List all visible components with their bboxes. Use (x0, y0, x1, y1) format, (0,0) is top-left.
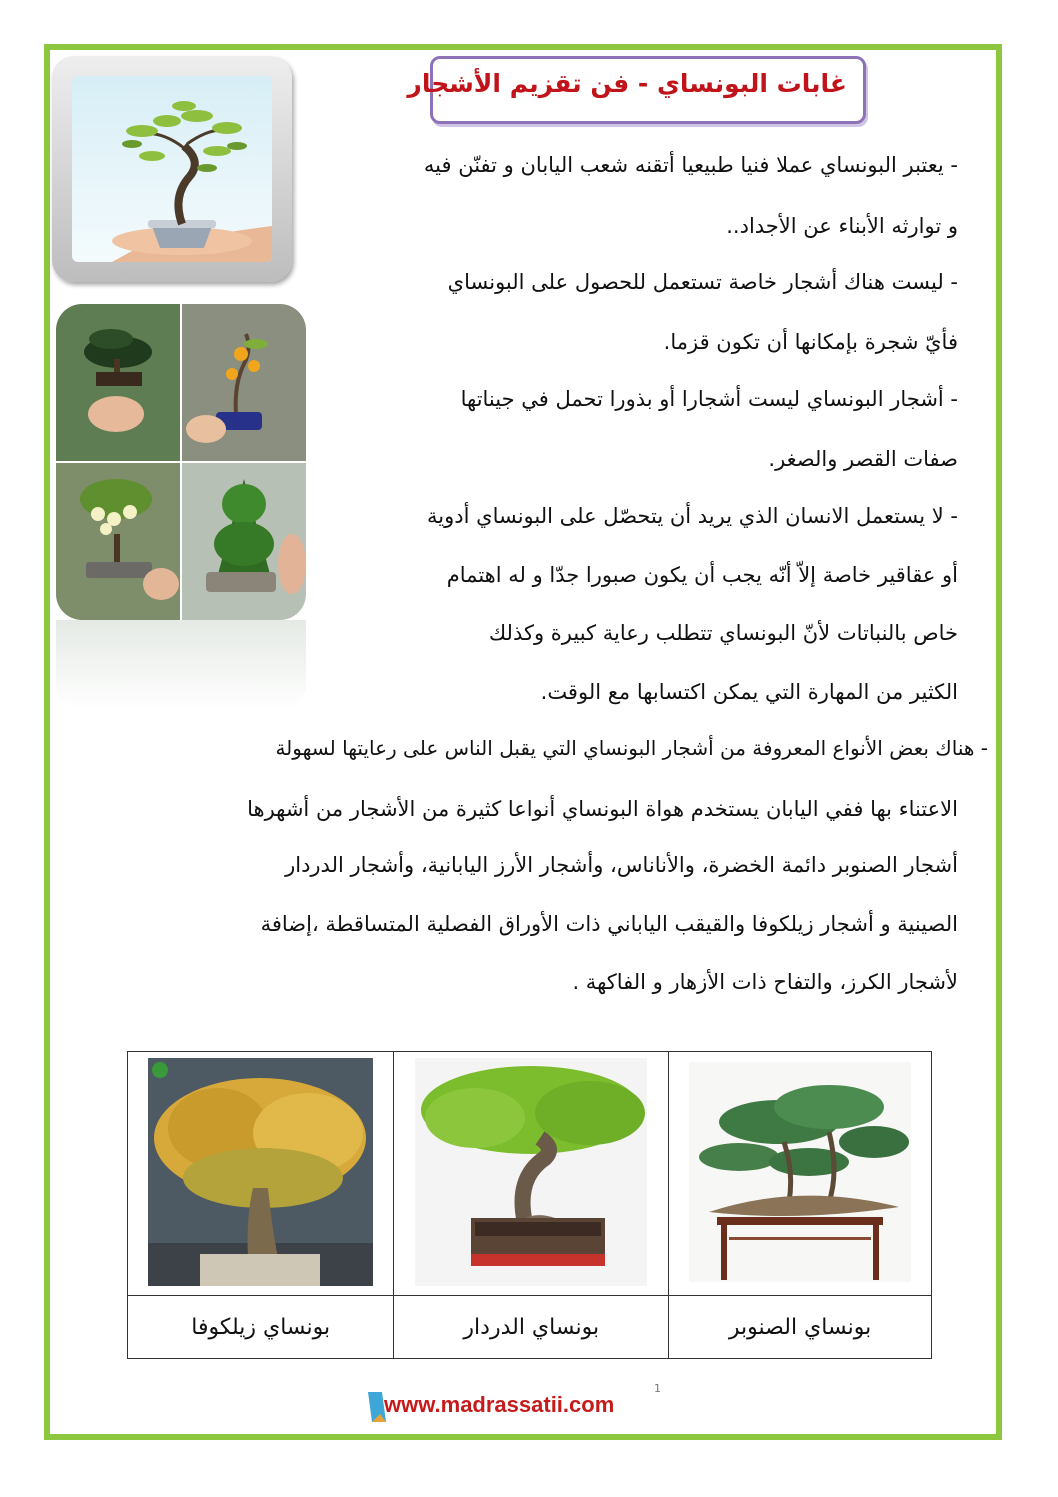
caption-pine: بونساي الصنوبر (669, 1296, 932, 1359)
title-box (407, 56, 866, 124)
paragraph-line: - أشجار البونساي ليست أشجارا أو بذورا تحمل في جيناتها (460, 387, 958, 411)
paragraph-line: الصينية و أشجار زيلكوفا والقيقب الياباني ذات الأوراق الفصلية المتساقطة ،إضافة (260, 912, 958, 936)
elm-bonsai-image (415, 1058, 647, 1286)
bonsai-in-hand-photo (52, 56, 292, 282)
page-title: غابات البونساي - فن تقزيم الأشجار (407, 69, 847, 98)
pine-bonsai-image (689, 1062, 911, 1282)
caption-elm: بونساي الدردار (394, 1296, 669, 1359)
paragraph-line: - ليست هناك أشجار خاصة تستعمل للحصول على البونساي (447, 270, 958, 294)
bonsai-collage-illustration (56, 304, 306, 620)
paragraph-line: صفات القصر والصغر. (768, 447, 958, 471)
bonsai-collage (56, 304, 306, 620)
caption-zelkova: بونساي زيلكوفا (128, 1296, 394, 1359)
bonsai-hand-illustration (72, 76, 272, 262)
website-link[interactable]: www.madrassatii.com (384, 1392, 615, 1417)
pine-image-cell (669, 1052, 932, 1296)
paragraph-line: فأيّ شجرة بإمكانها أن تكون قزما. (663, 330, 958, 354)
page-number: 1 (654, 1382, 661, 1395)
paragraph-line: لأشجار الكرز، والتفاح ذات الأزهار و الفاكهة . (572, 970, 958, 994)
zelkova-image-cell (128, 1052, 394, 1296)
paragraph-line: الاعتناء بها ففي اليابان يستخدم هواة البونساي أنواعا كثيرة من الأشجار من أشهرها (247, 797, 958, 821)
footer (366, 1382, 666, 1428)
paragraph-line: خاص بالنباتات لأنّ البونساي تتطلب رعاية كبيرة وكذلك (488, 621, 958, 645)
paragraph-line: - هناك بعض الأنواع المعروفة من أشجار البونساي التي يقبل الناس على رعايتها لسهولة (275, 736, 988, 760)
paragraph-line: أو عقاقير خاصة إلاّ أنّه يجب أن يكون صبورا جدّا و له اهتمام (446, 563, 958, 587)
paragraph-line: الكثير من المهارة التي يمكن اكتسابها مع الوقت. (540, 680, 958, 704)
elm-image-cell (394, 1052, 669, 1296)
bonsai-types-table (127, 1051, 932, 1359)
collage-reflection (56, 620, 306, 710)
paragraph-line: - يعتبر البونساي عملا فنيا طبيعيا أتقنه شعب اليابان و تفنّن فيه (423, 153, 958, 177)
zelkova-bonsai-image (148, 1058, 373, 1286)
paragraph-line: - لا يستعمل الانسان الذي يريد أن يتحصّل على البونساي أدوية (427, 504, 958, 528)
paragraph-line: أشجار الصنوبر دائمة الخضرة، والأناناس، وأشجار الأرز اليابانية، وأشجار الدردار (285, 853, 958, 877)
paragraph-line: و توارثه الأبناء عن الأجداد.. (726, 214, 958, 238)
